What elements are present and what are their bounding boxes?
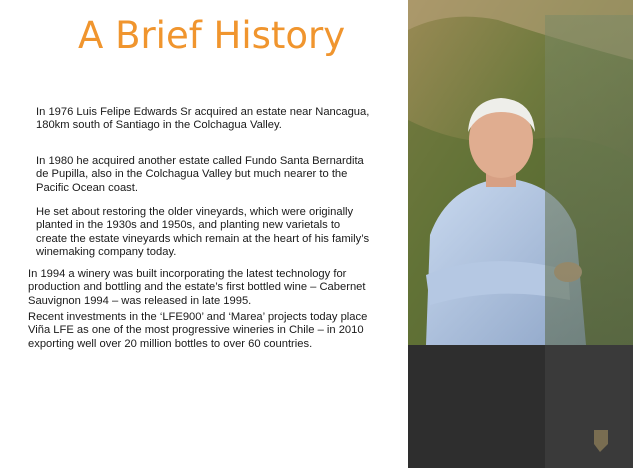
slide-title: A Brief History — [78, 14, 346, 57]
paragraph-recent: Recent investments in the ‘LFE900’ and ‘Marea’ projects today place Viña LFE as one of the most progressive wineries in Chile – in 2010 exporting well over 20 million bottles to over 60 countries. — [28, 311, 368, 350]
paragraph-1994: In 1994 a winery was built incorporating the latest technology for production and bottling and the estate’s first bottled wine – Cabernet Sauvignon 1994 – was released in late 1995. — [28, 268, 366, 307]
paragraph-restoring: He set about restoring the older vineyards, which were originally planted in the 1930s and 1950s, and planting new varietals to create the estate vineyards which remain at the heart of his family’s winemaking company today. — [36, 206, 370, 259]
paragraph-1976: In 1976 Luis Felipe Edwards Sr acquired an estate near Nancagua, 180km south of Santiago in the Colchagua Valley. — [36, 106, 370, 132]
paragraph-1980: In 1980 he acquired another estate called Fundo Santa Bernardita de Pupilla, also in the Colchagua Valley but much nearer to the Pacific Ocean coast. — [36, 155, 364, 194]
portrait-photo — [408, 0, 633, 468]
